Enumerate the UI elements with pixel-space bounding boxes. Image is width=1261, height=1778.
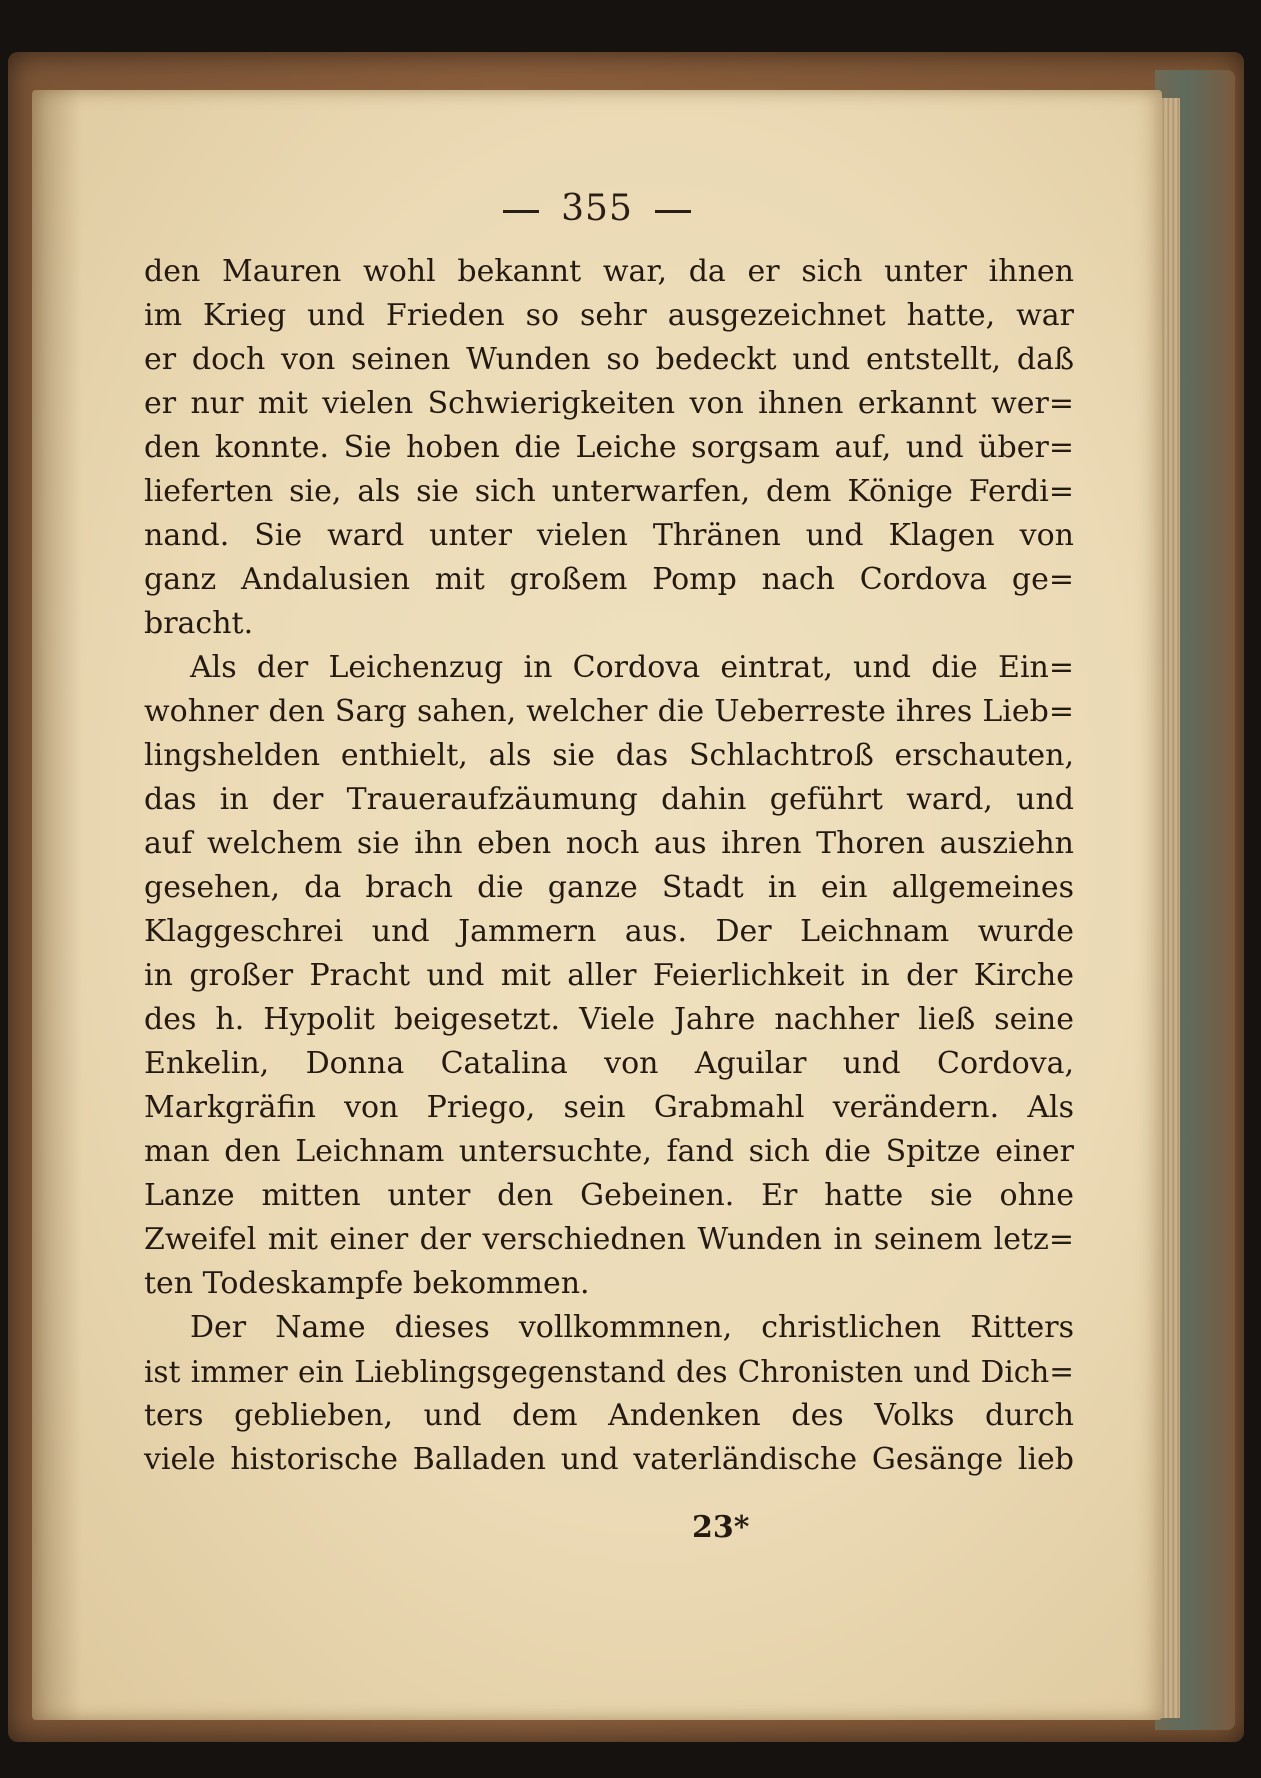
header-dash-right xyxy=(655,210,691,213)
paragraph xyxy=(144,250,1074,646)
book-page xyxy=(32,90,1162,1720)
header-dash-left xyxy=(503,210,539,213)
paragraph xyxy=(144,646,1074,1306)
text-line: gesehen, da brach die ganze Stadt in ein allgemeines xyxy=(144,870,1074,905)
paragraph xyxy=(144,1306,1074,1482)
text-line: lieferten sie, als sie sich unterwarfen, dem Könige Ferdi= xyxy=(144,474,1074,509)
text-line: ters geblieben, und dem Andenken des Volks durch xyxy=(144,1398,1074,1433)
text-line: ist immer ein Lieblingsgegenstand des Chronisten und Dich= xyxy=(144,1355,1074,1389)
text-line: wohner den Sarg sahen, welcher die Ueberreste ihres Lieb= xyxy=(144,694,1074,729)
page-gutter xyxy=(32,90,82,1720)
text-line: ten Todeskampfe bekommen. xyxy=(144,1266,590,1301)
text-line: den konnte. Sie hoben die Leiche sorgsam auf, und über= xyxy=(144,430,1074,465)
text-line: den Mauren wohl bekannt war, da er sich unter ihnen xyxy=(144,254,1074,289)
text-line: das in der Traueraufzäumung dahin geführt ward, und xyxy=(144,782,1074,817)
text-line: Als der Leichenzug in Cordova eintrat, und die Ein= xyxy=(190,650,1074,685)
text-line: Zweifel mit einer der verschiednen Wunden in seinem letz= xyxy=(144,1222,1074,1257)
text-line: auf welchem sie ihn eben noch aus ihren Thoren ausziehn xyxy=(144,826,1074,861)
text-line: in großer Pracht und mit aller Feierlichkeit in der Kirche xyxy=(144,958,1074,993)
page-header xyxy=(32,188,1162,229)
text-line: des h. Hypolit beigesetzt. Viele Jahre nachher ließ seine xyxy=(144,1002,1074,1037)
signature-mark: 23* xyxy=(692,1510,750,1545)
text-line: er doch von seinen Wunden so bedeckt und entstellt, daß xyxy=(144,342,1074,377)
text-line: Markgräfin von Priego, sein Grabmahl verändern. Als xyxy=(144,1090,1074,1125)
text-line: ganz Andalusien mit großem Pomp nach Cordova ge= xyxy=(144,562,1074,597)
page-body xyxy=(144,250,1074,1482)
text-line: Klaggeschrei und Jammern aus. Der Leichnam wurde xyxy=(144,914,1074,949)
text-line: Enkelin, Donna Catalina von Aguilar und Cordova, xyxy=(144,1046,1074,1081)
text-line: bracht. xyxy=(144,606,254,641)
text-line: viele historische Balladen und vaterländische Gesänge lieb xyxy=(144,1442,1074,1477)
text-line: er nur mit vielen Schwierigkeiten von ihnen erkannt wer= xyxy=(144,386,1074,421)
text-line: im Krieg und Frieden so sehr ausgezeichnet hatte, war xyxy=(144,298,1074,333)
text-line: nand. Sie ward unter vielen Thränen und Klagen von xyxy=(144,518,1074,553)
text-line: Der Name dieses vollkommnen, christlichen Ritters xyxy=(190,1310,1074,1345)
text-line: lingshelden enthielt, als sie das Schlachtroß erschauten, xyxy=(144,738,1074,773)
text-line: man den Leichnam untersuchte, fand sich die Spitze einer xyxy=(144,1134,1074,1169)
page-number: 355 xyxy=(561,188,633,229)
text-line: Lanze mitten unter den Gebeinen. Er hatte sie ohne xyxy=(144,1178,1074,1213)
